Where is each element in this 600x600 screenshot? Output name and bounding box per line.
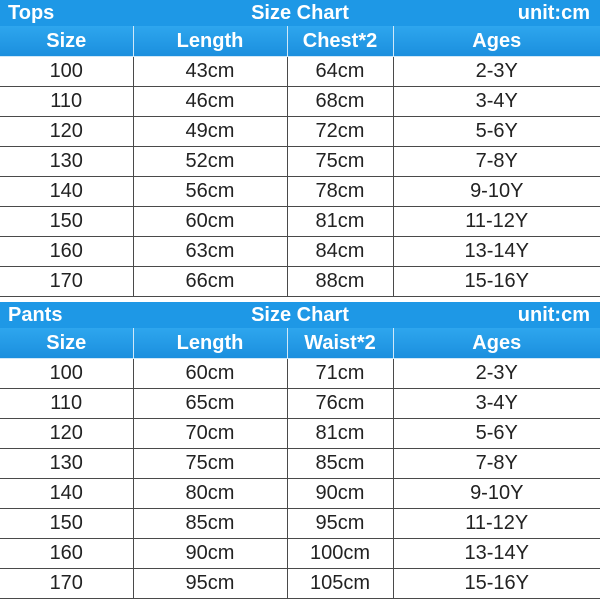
cell-size: 170	[0, 569, 133, 599]
cell-size: 100	[0, 57, 133, 87]
cell-ages: 2-3Y	[393, 359, 600, 389]
cell-size: 140	[0, 177, 133, 207]
header-length: Length	[133, 328, 287, 359]
cell-ages: 15-16Y	[393, 569, 600, 599]
cell-size: 150	[0, 207, 133, 237]
cell-length: 60cm	[133, 207, 287, 237]
cell-length: 90cm	[133, 539, 287, 569]
cell-size: 160	[0, 539, 133, 569]
cell-measure: 68cm	[287, 87, 393, 117]
pants-chart-title: Size Chart	[251, 304, 349, 326]
cell-length: 56cm	[133, 177, 287, 207]
header-chest: Chest*2	[287, 26, 393, 57]
table-row	[0, 389, 600, 419]
cell-ages: 3-4Y	[393, 389, 600, 419]
cell-length: 80cm	[133, 479, 287, 509]
pants-size-chart	[0, 302, 600, 599]
table-row	[0, 57, 600, 87]
cell-ages: 2-3Y	[393, 57, 600, 87]
table-row	[0, 117, 600, 147]
tops-chart-title: Size Chart	[251, 2, 349, 24]
table-row	[0, 147, 600, 177]
tops-size-chart	[0, 0, 600, 297]
tops-table-body	[0, 57, 600, 297]
cell-ages: 7-8Y	[393, 449, 600, 479]
cell-length: 46cm	[133, 87, 287, 117]
cell-measure: 71cm	[287, 359, 393, 389]
table-row	[0, 509, 600, 539]
cell-length: 63cm	[133, 237, 287, 267]
cell-size: 170	[0, 267, 133, 297]
cell-length: 52cm	[133, 147, 287, 177]
cell-measure: 90cm	[287, 479, 393, 509]
cell-measure: 100cm	[287, 539, 393, 569]
cell-ages: 11-12Y	[393, 509, 600, 539]
pants-header-row	[0, 328, 600, 359]
table-row	[0, 569, 600, 599]
cell-measure: 81cm	[287, 419, 393, 449]
cell-measure: 76cm	[287, 389, 393, 419]
cell-size: 110	[0, 87, 133, 117]
cell-length: 95cm	[133, 569, 287, 599]
cell-measure: 95cm	[287, 509, 393, 539]
pants-table	[0, 328, 600, 599]
cell-ages: 11-12Y	[393, 207, 600, 237]
header-length: Length	[133, 26, 287, 57]
cell-length: 43cm	[133, 57, 287, 87]
table-row	[0, 177, 600, 207]
table-row	[0, 449, 600, 479]
cell-size: 110	[0, 389, 133, 419]
cell-size: 100	[0, 359, 133, 389]
header-size: Size	[0, 328, 133, 359]
cell-measure: 64cm	[287, 57, 393, 87]
cell-length: 66cm	[133, 267, 287, 297]
cell-size: 140	[0, 479, 133, 509]
cell-measure: 78cm	[287, 177, 393, 207]
cell-length: 75cm	[133, 449, 287, 479]
cell-measure: 84cm	[287, 237, 393, 267]
pants-title-bar	[0, 302, 600, 328]
table-row	[0, 539, 600, 569]
cell-size: 130	[0, 449, 133, 479]
pants-table-body	[0, 359, 600, 599]
cell-length: 85cm	[133, 509, 287, 539]
header-size: Size	[0, 26, 133, 57]
tops-unit: unit:cm	[517, 2, 590, 24]
cell-length: 70cm	[133, 419, 287, 449]
tops-label: Tops	[8, 2, 55, 24]
table-row	[0, 267, 600, 297]
cell-size: 120	[0, 117, 133, 147]
table-row	[0, 207, 600, 237]
cell-measure: 88cm	[287, 267, 393, 297]
table-row	[0, 87, 600, 117]
table-row	[0, 419, 600, 449]
cell-length: 49cm	[133, 117, 287, 147]
table-row	[0, 359, 600, 389]
tops-title-bar	[0, 0, 600, 26]
header-waist: Waist*2	[287, 328, 393, 359]
cell-ages: 7-8Y	[393, 147, 600, 177]
cell-ages: 13-14Y	[393, 237, 600, 267]
cell-ages: 5-6Y	[393, 117, 600, 147]
cell-measure: 81cm	[287, 207, 393, 237]
cell-size: 150	[0, 509, 133, 539]
cell-size: 130	[0, 147, 133, 177]
table-row	[0, 237, 600, 267]
cell-ages: 9-10Y	[393, 479, 600, 509]
cell-size: 160	[0, 237, 133, 267]
cell-ages: 13-14Y	[393, 539, 600, 569]
cell-measure: 85cm	[287, 449, 393, 479]
cell-ages: 5-6Y	[393, 419, 600, 449]
cell-ages: 9-10Y	[393, 177, 600, 207]
cell-measure: 75cm	[287, 147, 393, 177]
tops-table	[0, 26, 600, 297]
cell-measure: 72cm	[287, 117, 393, 147]
cell-ages: 3-4Y	[393, 87, 600, 117]
cell-ages: 15-16Y	[393, 267, 600, 297]
table-row	[0, 479, 600, 509]
tops-header-row	[0, 26, 600, 57]
cell-length: 65cm	[133, 389, 287, 419]
header-ages: Ages	[393, 26, 600, 57]
pants-label: Pants	[8, 304, 63, 326]
cell-measure: 105cm	[287, 569, 393, 599]
cell-size: 120	[0, 419, 133, 449]
pants-unit: unit:cm	[517, 304, 590, 326]
cell-length: 60cm	[133, 359, 287, 389]
header-ages: Ages	[393, 328, 600, 359]
